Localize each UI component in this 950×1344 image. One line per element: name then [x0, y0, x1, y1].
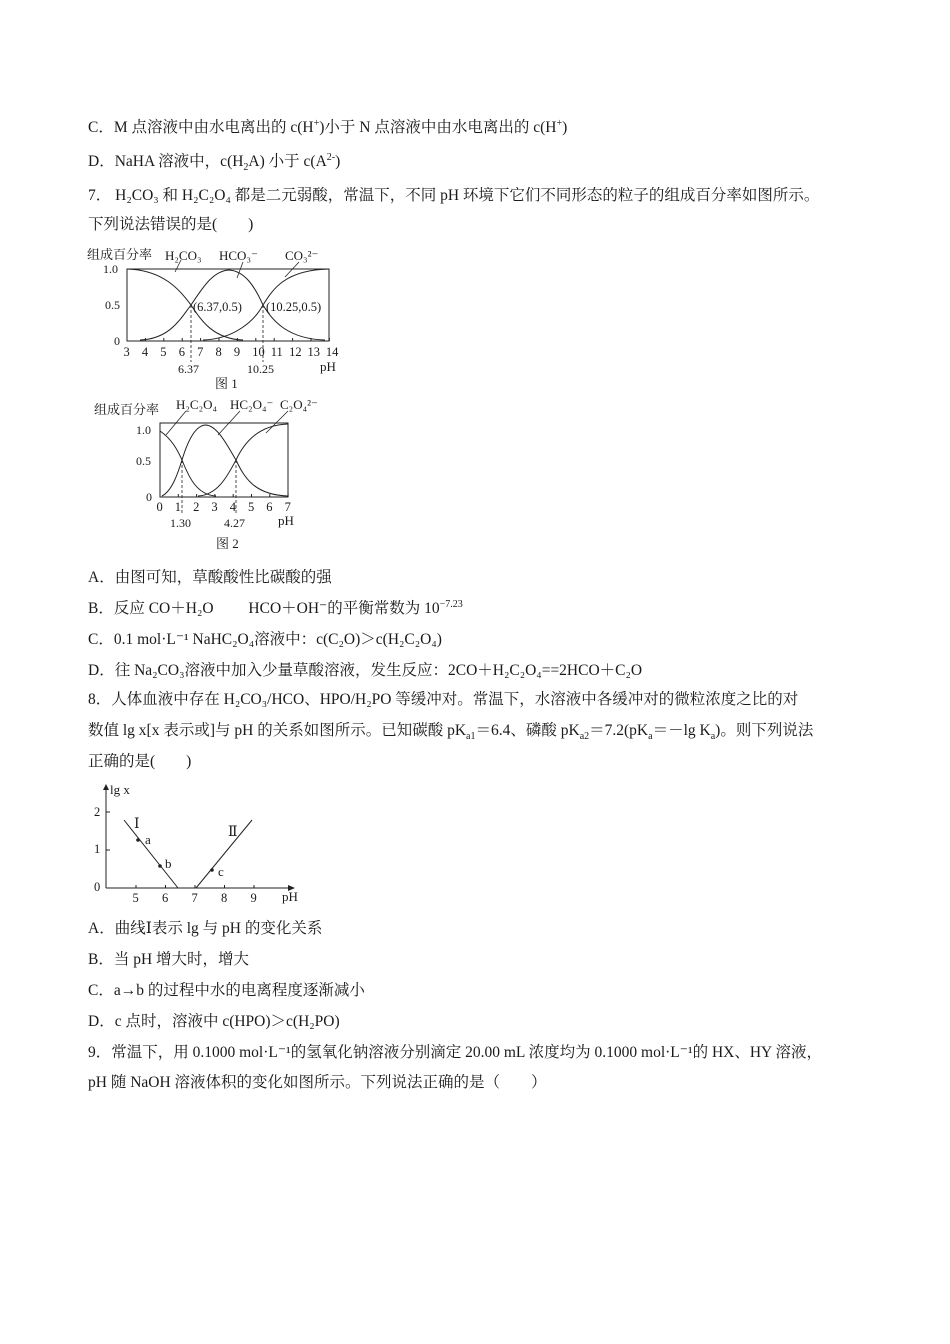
fig3-label-c: c	[218, 864, 224, 879]
fig1-caption: 图 1	[215, 376, 238, 391]
fig3-label-b: b	[165, 856, 172, 871]
fig2-xtick-label: 3	[211, 500, 218, 514]
fig2-ylabel: 组成百分率	[94, 402, 160, 417]
fig2-xtick-label: 1	[174, 500, 182, 514]
q9-stem-line2: pH 随 NaOH 溶液体积的变化如图所示。下列说法正确的是（ ）	[88, 1074, 547, 1091]
fig1-species-3: CO₃²⁻	[285, 248, 319, 263]
q8-option-d: D．c 点时，溶液中 c(HPO)＞c(H₂PO)	[88, 1013, 340, 1030]
fig3-xtick-label: 8	[221, 891, 228, 905]
q7-option-b: B．反应 CO＋H₂O HCO＋OH⁻的平衡常数为 $10^{-7.23}$	[88, 598, 463, 617]
fig1-point2-label: (10.25,0.5)	[266, 300, 322, 314]
fig1-ylabel: 组成百分率	[87, 247, 153, 262]
fig3-ytick: 0	[94, 880, 101, 894]
fig3-xlabel: pH	[282, 889, 298, 904]
fig1-xtick-label: 13	[307, 345, 320, 359]
fig3-label-a: a	[145, 832, 151, 847]
q8-option-c: C．a→b 的过程中水的电离程度逐渐减小	[88, 982, 365, 999]
q8-stem-line2: 数值 lg x[x 表示或]与 pH 的关系如图所示。已知碳酸 $pK_{a1}=6.4$、磷酸 $pK_{a2}=7.2(pK_a=-\lg$ $K_a$)。则下列说法	[88, 722, 814, 743]
fig1-xtick-label: 11	[270, 345, 283, 359]
fig2-marker2: 4.27	[224, 516, 245, 530]
fig3-ytick: 2	[94, 805, 101, 819]
q7-stem-line2: 下列说法错误的是( )	[88, 216, 254, 233]
q7-stem-line1: 7． H₂CO₃ 和 H₂C₂O₄ 都是二元弱酸，常温下，不同 pH 环境下它们不同形态的粒子的组成百分率如图所示。	[88, 187, 820, 204]
fig2-xtick-label: 6	[266, 500, 273, 514]
fig3-point-a	[136, 838, 140, 842]
fig1-xtick-label: 10	[252, 345, 265, 359]
fig1-point1-label: (6.37,0.5)	[193, 300, 242, 314]
fig3-curve2-label: Ⅱ	[228, 825, 238, 840]
fig2-ytick: 1.0	[136, 423, 151, 437]
fig2-marker1: 1.30	[170, 516, 191, 530]
fig1-xtick-label: 6	[178, 345, 185, 359]
fig3-ylabel: lg x	[110, 782, 130, 797]
q8-figure	[88, 780, 308, 908]
fig2-caption: 图 2	[216, 536, 239, 551]
fig2-xlabel: pH	[278, 513, 294, 528]
fig2-frame	[160, 423, 288, 497]
fig1-ytick: 0.5	[105, 298, 120, 312]
q8-option-b: B．当 pH 增大时，增大	[88, 951, 250, 968]
q8-stem-line3: 正确的是( )	[88, 753, 192, 770]
fig1-xtick-label: 7	[197, 345, 204, 359]
fig1-xtick-label: 5	[160, 345, 167, 359]
fig2-curve-hc2o4	[162, 425, 288, 496]
fig3-curve-2	[196, 820, 252, 888]
fig3-ytick: 1	[94, 842, 101, 856]
fig3-curve1-label: Ⅰ	[134, 817, 140, 832]
fig3-curve-1	[124, 820, 178, 888]
fig1-xtick-label: 8	[215, 345, 222, 359]
q6-option-c: C．M 点溶液中由水电离出的 c(H+)小于 N 点溶液中由水电离出的 c(H+)	[88, 117, 568, 136]
fig2-curve-c2o4	[198, 424, 288, 496]
fig2-xtick-label: 2	[193, 500, 200, 514]
q7-option-d: D．往 Na₂CO₃溶液中加入少量草酸溶液，发生反应：2CO＋H₂C₂O₄==2HCO＋C₂O	[88, 662, 643, 679]
fig2-species-2: HC₂O₄⁻	[230, 397, 274, 412]
fig1-xlabel: pH	[320, 359, 336, 374]
fig2-xtick-label: 0	[156, 500, 163, 514]
q6-option-d: D．NaHA 溶液中，$c(H_2A)$ 小于 $c(A^{2-})$	[88, 151, 341, 174]
fig1-xtick-label: 9	[233, 345, 241, 359]
fig1-species-1: H₂CO₃	[165, 248, 202, 263]
q9-stem-line1: 9．常温下，用 0.1000 mol·L⁻¹的氢氧化钠溶液分别滴定 20.00 mL 浓度均为 0.1000 mol·L⁻¹的 HX、HY 溶液，	[88, 1044, 823, 1061]
fig1-xtick-label: 14	[325, 345, 339, 359]
q8-option-a: A．曲线Ⅰ表示 lg 与 pH 的变化关系	[88, 920, 323, 937]
fig2-ytick: 0.5	[136, 454, 151, 468]
fig2-species-1: H₂C₂O₄	[176, 397, 218, 412]
fig1-marker2: 10.25	[247, 362, 274, 376]
fig2-species-3: C₂O₄²⁻	[280, 397, 318, 412]
fig1-ytick: 0	[114, 334, 120, 348]
fig2-xtick-label: 4	[229, 500, 236, 514]
fig1-xtick-label: 4	[141, 345, 149, 359]
q7-figure-2	[92, 395, 322, 555]
fig3-xtick-label: 6	[162, 891, 169, 905]
fig1-species-2: HCO₃⁻	[219, 248, 258, 263]
fig3-point-c	[210, 868, 214, 872]
q7-option-c: C．0.1 mol·L⁻¹ NaHC₂O₄溶液中：c(C₂O)＞c(H₂C₂O₄)	[88, 631, 442, 648]
fig1-ytick: 1.0	[103, 262, 118, 276]
fig1-xtick-label: 12	[289, 345, 302, 359]
fig2-curve-h2c2o4	[160, 431, 216, 496]
q8-stem-line1: 8．人体血液中存在 H₂CO₃/HCO、HPO/H₂PO 等缓冲对。常温下，水溶液中各缓冲对的微粒浓度之比的对	[88, 691, 799, 708]
fig2-ytick: 0	[146, 490, 152, 504]
fig2-xtick-label: 7	[284, 500, 291, 514]
q7-figure-1	[85, 242, 355, 392]
fig3-xtick-label: 9	[250, 891, 257, 905]
q7-option-a: A．由图可知，草酸酸性比碳酸的强	[88, 569, 332, 586]
fig3-xtick-label: 5	[132, 891, 139, 905]
fig2-xtick-label: 5	[248, 500, 255, 514]
fig1-xtick-label: 3	[123, 345, 130, 359]
fig3-xtick-label: 7	[191, 891, 198, 905]
fig1-marker1: 6.37	[178, 362, 199, 376]
fig3-point-b	[158, 864, 162, 868]
